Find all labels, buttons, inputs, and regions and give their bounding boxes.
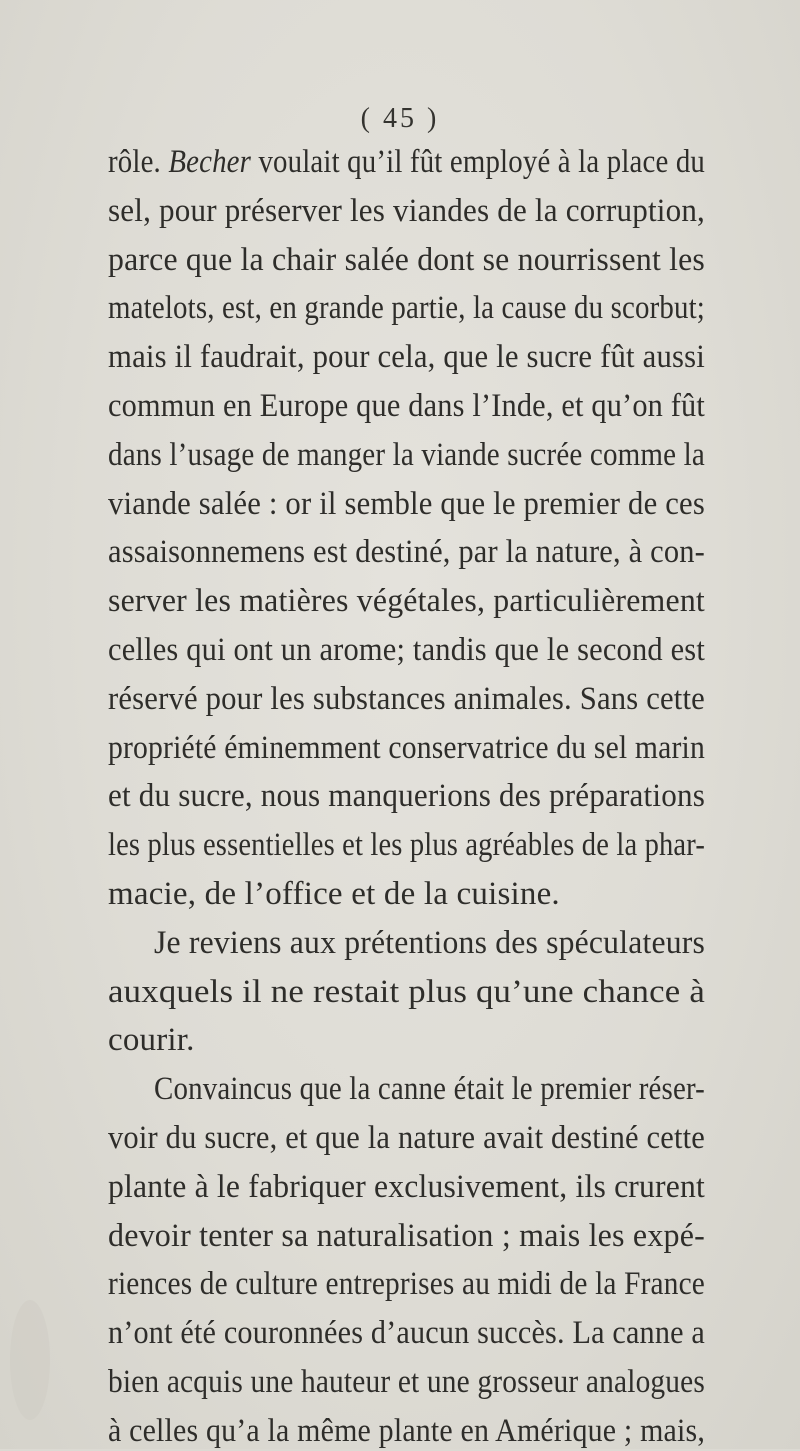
text-line: parce que la chair salée dont se nourrissent les — [108, 241, 705, 278]
text-line: propriété éminemment conservatrice du sel marin — [108, 729, 705, 766]
italic-name: Becher — [168, 144, 252, 180]
text-line: macie, de l’office et de la cuisine. — [108, 876, 560, 912]
text-line: commun en Europe que dans l’Inde, et qu’on fût — [108, 388, 706, 424]
text-line: Je reviens aux prétentions des spéculateurs — [154, 924, 705, 961]
text-line: assaisonnemens est destiné, par la nature, à con- — [108, 534, 706, 571]
text-line: dans l’usage de manger la viande sucrée comme la — [108, 436, 705, 473]
text-line: devoir tenter sa naturalisation ; mais les expé- — [108, 1217, 705, 1254]
text-line: réservé pour les substances animales. Sans cette — [108, 680, 705, 717]
text-line: les plus essentielles et les plus agréables de la phar- — [108, 827, 706, 864]
text-line: server les matières végétales, particulièrement — [108, 583, 705, 620]
text-line: viande salée : or il semble que le premier de ces — [108, 485, 705, 522]
text-line: courir. — [108, 1022, 195, 1059]
text-line: matelots, est, en grande partie, la cause du scorbut; — [108, 290, 706, 327]
text-line: n’ont été couronnées d’aucun succès. La canne a — [108, 1315, 705, 1352]
text-line: riences de culture entreprises au midi de la France — [108, 1266, 705, 1303]
text-line: celles qui ont un arome; tandis que le second est — [108, 632, 705, 668]
text-line: rôle. Becher voulait qu’il fût employé à la place du — [108, 144, 706, 180]
text-line: et du sucre, nous manquerions des préparations — [108, 778, 706, 815]
text-line: à celles qu’a la même plante en Amérique ; mais, — [108, 1412, 706, 1449]
text-line: voir du sucre, et que la nature avait destiné cette — [108, 1120, 706, 1156]
paper-stain — [10, 1300, 50, 1420]
text-line: bien acquis une hauteur et une grosseur analogues — [108, 1364, 706, 1400]
page-number: ( 45 ) — [360, 103, 440, 134]
text-line: sel, pour préserver les viandes de la corruption, — [108, 192, 706, 229]
text-line: mais il faudrait, pour cela, que le sucre fût aussi — [108, 339, 705, 376]
text-line: plante à le fabriquer exclusivement, ils crurent — [108, 1168, 706, 1205]
text-line: Convaincus que la canne était le premier réser- — [154, 1071, 705, 1108]
text-line: auxquels il ne restait plus qu’une chance à — [108, 973, 705, 1010]
